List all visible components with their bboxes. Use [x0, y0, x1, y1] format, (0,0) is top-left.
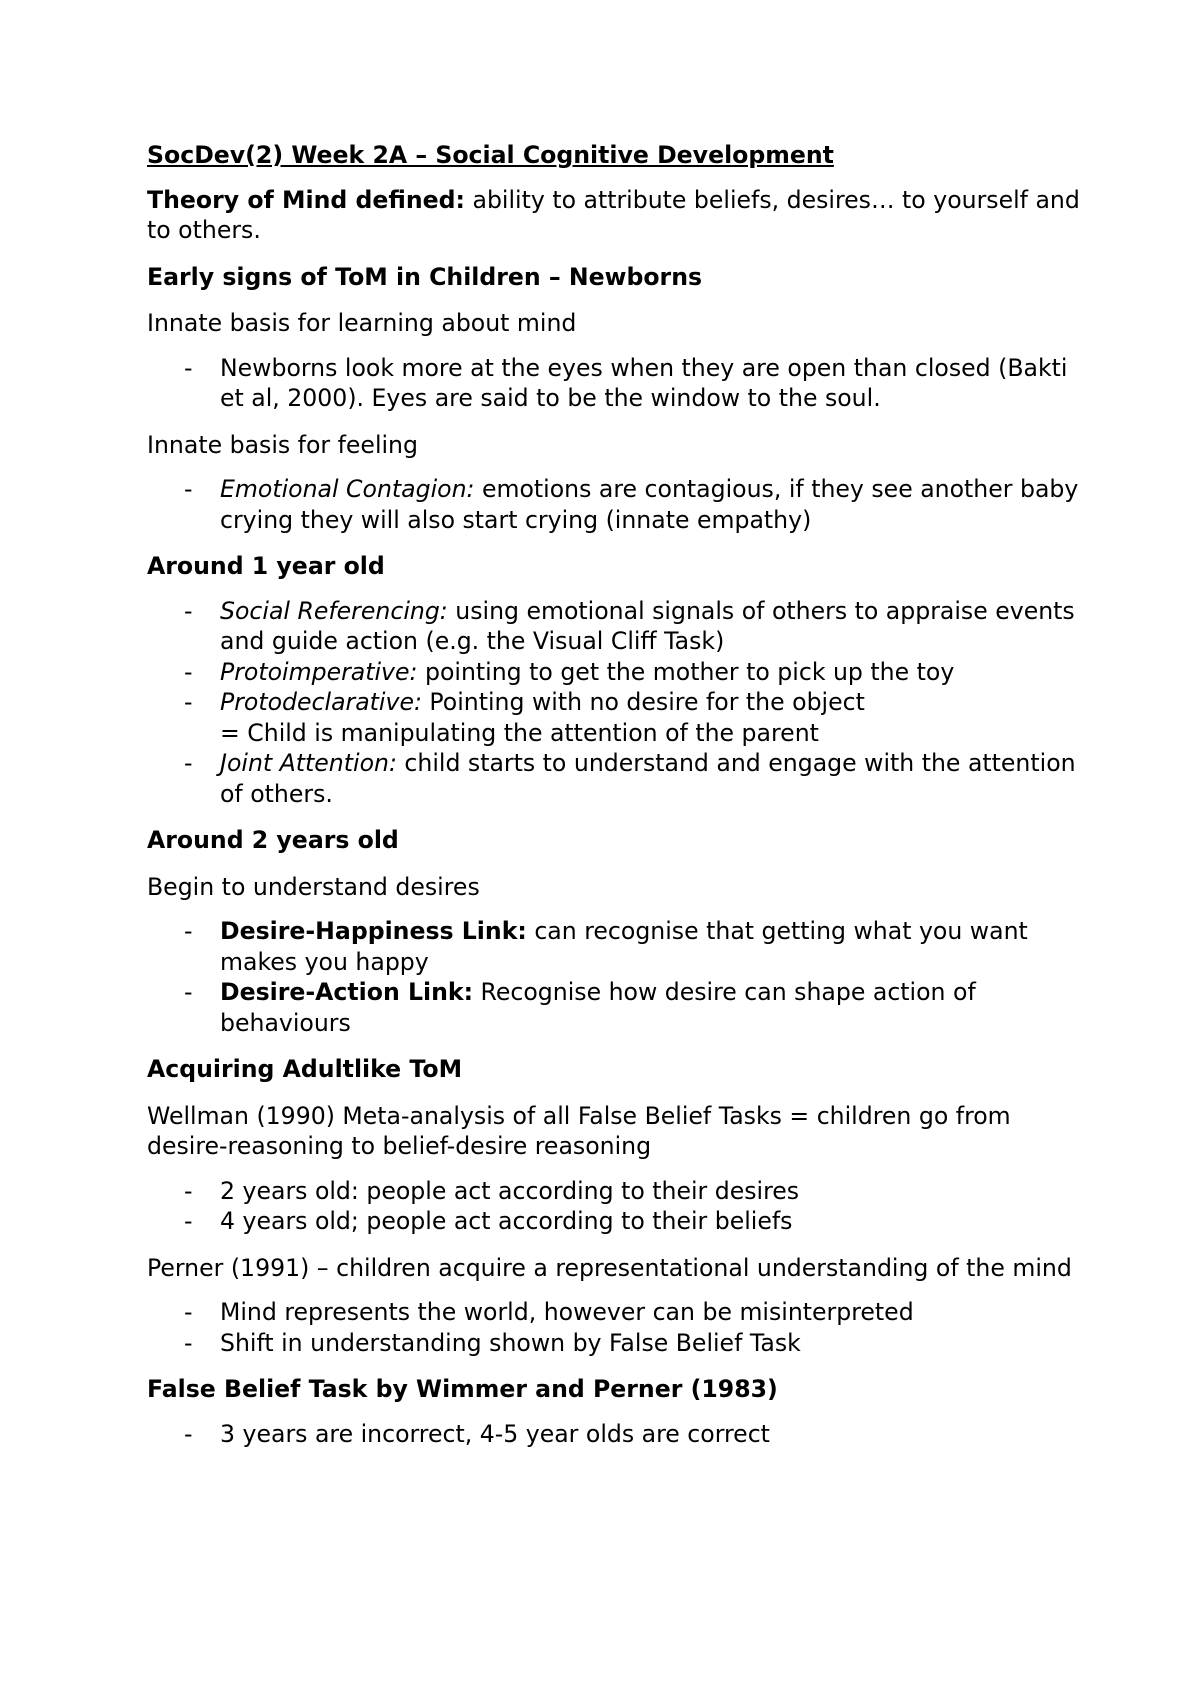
list-item	[147, 596, 1087, 657]
wellman-paragraph: Wellman (1990) Meta-analysis of all False Belief Tasks = children go from desire-reasoning to belief-desire reasoning	[147, 1101, 1011, 1160]
two-years-intro: Begin to understand desires	[147, 872, 480, 901]
list-item	[147, 474, 1087, 535]
bullet-term: Desire-Happiness Link:	[220, 917, 527, 945]
innate-learning-list	[147, 353, 1087, 414]
wellman-list	[147, 1176, 1087, 1237]
bullet-extra: = Child is manipulating the attention of the parent	[220, 718, 819, 747]
heading-two-years: Around 2 years old	[147, 826, 399, 854]
bullet-dash: -	[184, 749, 193, 777]
heading-one-year: Around 1 year old	[147, 552, 385, 580]
list-item: - 4 years old; people act according to their beliefs	[184, 1207, 793, 1235]
tom-definition-text: ability to attribute beliefs, desires… to yourself and to others.	[147, 185, 1080, 244]
list-item: - 3 years are incorrect, 4-5 year olds are correct	[184, 1419, 770, 1448]
list-item: - Mind represents the world, however can be misinterpreted	[184, 1298, 914, 1326]
bullet-term: Desire-Action Link:	[220, 978, 474, 1006]
bullet-dash: -	[184, 475, 193, 503]
one-year-list	[147, 596, 1087, 810]
list-item	[147, 687, 1087, 748]
document-title: SocDev(2) Week 2A – Social Cognitive Development	[147, 141, 834, 169]
heading-early-signs: Early signs of ToM in Children – Newborns	[147, 262, 703, 291]
perner-paragraph: Perner (1991) – children acquire a representational understanding of the mind	[147, 1253, 1072, 1282]
bullet-text: Pointing with no desire for the object	[421, 688, 865, 716]
bullet-dash: -	[184, 1176, 193, 1205]
bullet-dash: -	[184, 657, 193, 686]
bullet-term: Joint Attention:	[220, 749, 397, 777]
heading-adultlike: Acquiring Adultlike ToM	[147, 1055, 463, 1083]
tom-definition-term: Theory of Mind defined:	[147, 185, 465, 214]
bullet-dash: -	[184, 1419, 193, 1448]
bullet-dash: -	[184, 353, 193, 382]
bullet-dash: -	[184, 1328, 193, 1357]
bullet-dash: -	[184, 917, 193, 945]
bullet-text: pointing to get the mother to pick up the toy	[417, 657, 955, 686]
bullet-text: emotions are contagious, if they see another baby crying they will also start crying (innate empathy)	[220, 475, 1079, 534]
innate-learning-intro: Innate basis for learning about mind	[147, 309, 577, 337]
two-years-list	[147, 916, 1087, 1038]
document-body	[147, 140, 1087, 1465]
bullet-text: can recognise that getting what you want makes you happy	[220, 917, 1028, 976]
tom-definition	[147, 185, 1087, 246]
false-belief-list	[147, 1419, 1087, 1450]
bullet-dash: -	[184, 688, 193, 716]
perner-list	[147, 1297, 1087, 1358]
bullet-text: child starts to understand and engage with the attention of others.	[220, 749, 1076, 808]
bullet-term: Protoimperative:	[220, 657, 418, 686]
list-item	[147, 657, 1087, 688]
innate-feeling-intro: Innate basis for feeling	[147, 430, 418, 459]
bullet-term: Protodeclarative:	[220, 688, 422, 716]
heading-false-belief: False Belief Task by Wimmer and Perner (1983)	[147, 1375, 778, 1403]
list-item	[147, 748, 1087, 809]
innate-feeling-list	[147, 474, 1087, 535]
bullet-term: Emotional Contagion:	[220, 475, 475, 503]
list-item: - 2 years old: people act according to their desires	[184, 1176, 800, 1205]
bullet-text: Recognise how desire can shape action of behaviours	[220, 978, 976, 1037]
bullet-dash: -	[184, 978, 193, 1006]
bullet-term: Social Referencing:	[220, 596, 448, 625]
bullet-dash: -	[184, 1207, 193, 1235]
list-item: - Newborns look more at the eyes when they are open than closed (Bakti et al, 2000). Eyes are said to be the window to the soul.	[184, 353, 1068, 412]
bullet-dash: -	[184, 596, 193, 625]
list-item	[147, 977, 1087, 1038]
list-item: - Shift in understanding shown by False Belief Task	[184, 1328, 801, 1357]
bullet-dash: -	[184, 1298, 193, 1326]
list-item	[147, 916, 1087, 977]
bullet-text: using emotional signals of others to appraise events and guide action (e.g. the Visual Cliff Task)	[220, 596, 1075, 655]
